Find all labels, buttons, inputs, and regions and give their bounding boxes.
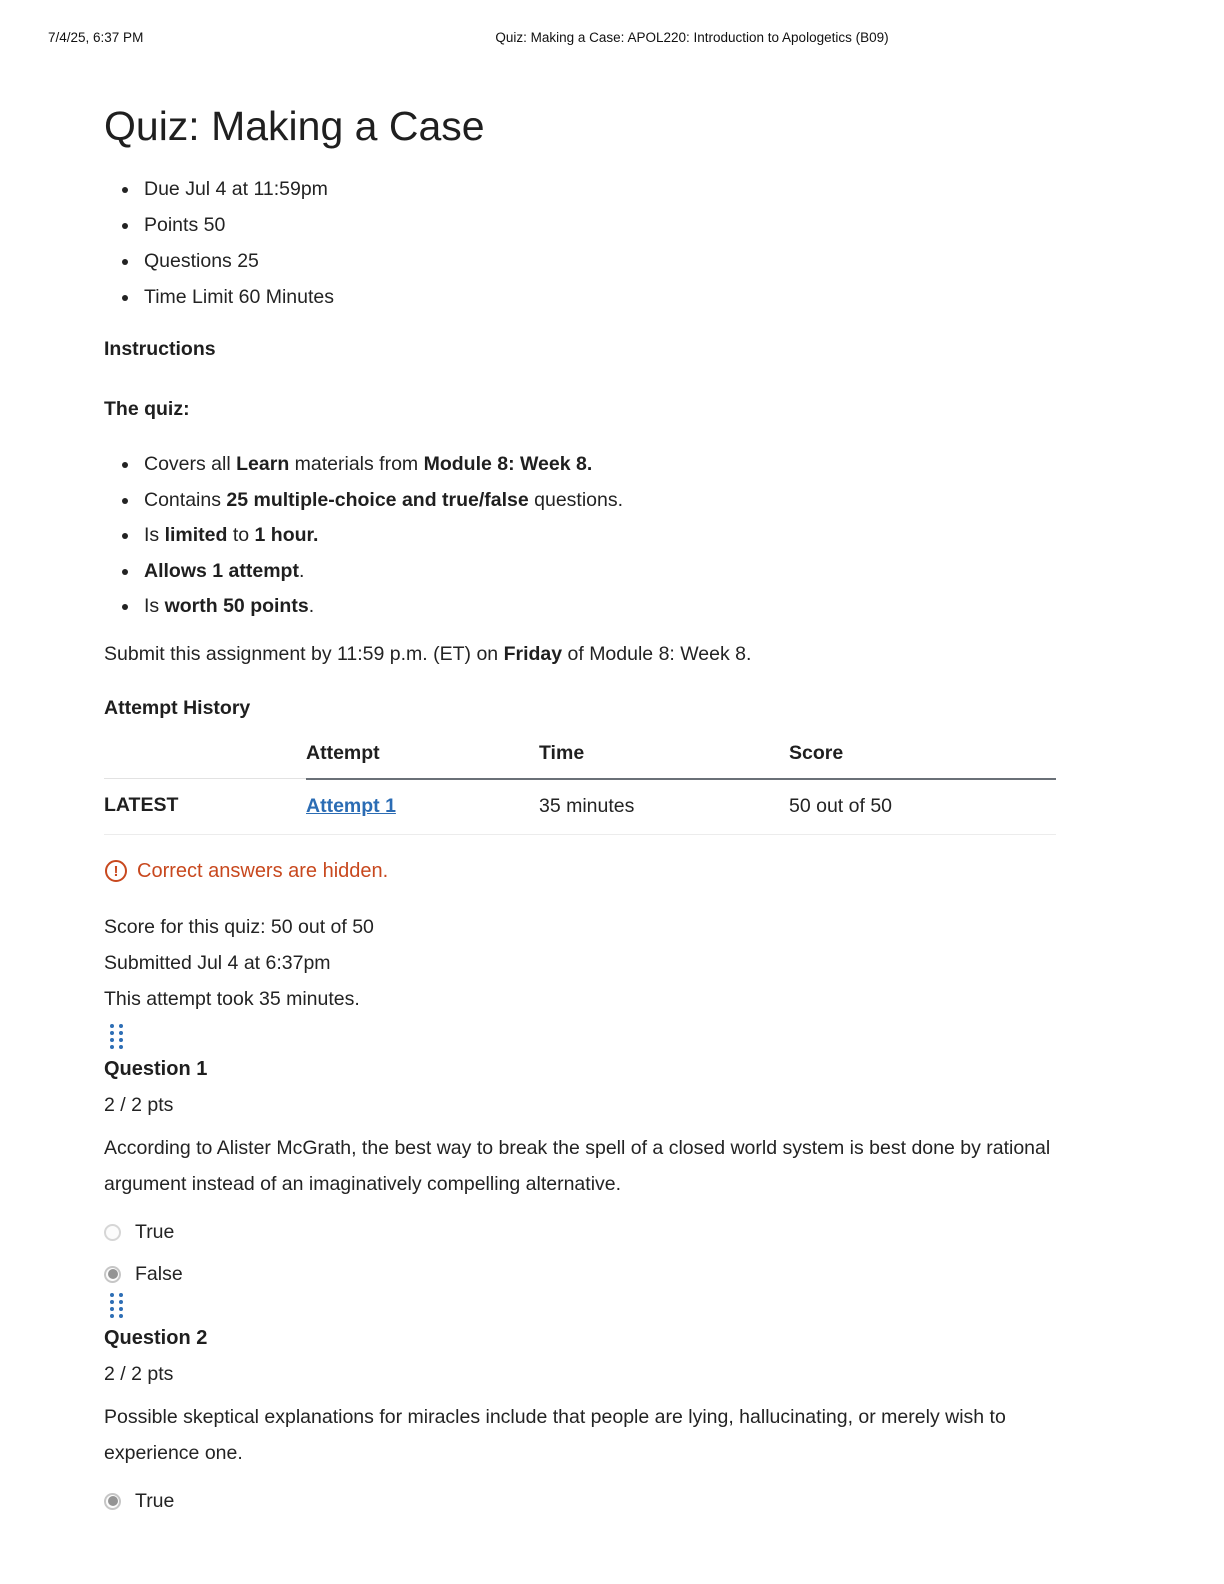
time-column-header: Time (539, 736, 789, 779)
attempt-column-header: Attempt (306, 736, 539, 779)
quiz-detail-item: • Covers all Learn materials from Module 8: Week 8. (140, 447, 1120, 483)
radio-button-unselected[interactable] (104, 1224, 121, 1241)
notice-text: Correct answers are hidden. (137, 859, 389, 882)
quiz-questions-item: • Questions 25 (140, 243, 1120, 279)
question-title: Question 1 (104, 1057, 208, 1080)
question-1-block (104, 1024, 1120, 1286)
the-quiz-label: The quiz: (104, 398, 190, 421)
radio-button-selected[interactable] (104, 1493, 121, 1510)
instructions-heading: Instructions (104, 338, 216, 361)
attempt-history-heading: Attempt History (104, 696, 251, 719)
drag-handle-icon[interactable] (110, 1293, 123, 1318)
attempt-table-blank-header (104, 736, 306, 779)
option-label: True (135, 1220, 175, 1243)
attempt-score-value: 50 out of 50 (789, 779, 1056, 835)
table-row (104, 779, 1056, 835)
submit-instruction: Submit this assignment by 11:59 p.m. (ET) on Friday of Module 8: Week 8. (104, 642, 752, 665)
attempt-1-link[interactable]: Attempt 1 (306, 794, 396, 817)
quiz-detail-item: • Contains 25 multiple-choice and true/false questions. (140, 483, 1120, 519)
quiz-page (0, 102, 1224, 1513)
answer-options (104, 1490, 1120, 1513)
score-line: Score for this quiz: 50 out of 50 (104, 915, 374, 938)
quiz-time-limit-item: • Time Limit 60 Minutes (140, 279, 1120, 315)
duration-line: This attempt took 35 minutes. (104, 987, 360, 1010)
quiz-details-list (104, 447, 1120, 625)
quiz-points-item: • Points 50 (140, 207, 1120, 243)
question-title: Question 2 (104, 1326, 208, 1349)
score-column-header: Score (789, 736, 1056, 779)
question-points: 2 / 2 pts (104, 1362, 174, 1385)
attempt-time-value: 35 minutes (539, 779, 789, 835)
attempt-latest-label: LATEST (104, 779, 306, 835)
print-header-datetime: 7/4/25, 6:37 PM (48, 30, 144, 45)
submitted-line: Submitted Jul 4 at 6:37pm (104, 951, 331, 974)
question-text: Possible skeptical explanations for miracles include that people are lying, hallucinating, or merely wish to experience one. (104, 1405, 1006, 1464)
attempt-history-table (104, 736, 1056, 835)
question-2-block (104, 1293, 1120, 1513)
drag-handle-icon[interactable] (110, 1024, 123, 1049)
answer-option-true (104, 1221, 1120, 1244)
quiz-detail-item: • Is limited to 1 hour. (140, 518, 1120, 554)
answer-options (104, 1221, 1120, 1286)
correct-answers-hidden-notice (105, 860, 1120, 883)
print-header (0, 0, 1224, 46)
quiz-due-item: • Due Jul 4 at 11:59pm (140, 171, 1120, 207)
attempt-table-header-row (104, 736, 1056, 779)
question-text: According to Alister McGrath, the best way to break the spell of a closed world system is best done by rational argument instead of an imaginatively compelling alternative. (104, 1136, 1051, 1195)
attempt-summary (104, 909, 1120, 1017)
answer-option-false (104, 1263, 1120, 1286)
option-label: True (135, 1489, 175, 1512)
answer-option-true (104, 1490, 1120, 1513)
radio-button-selected[interactable] (104, 1266, 121, 1283)
option-label: False (135, 1262, 183, 1285)
quiz-meta-list (104, 171, 1120, 315)
alert-circle-icon: ! (105, 860, 127, 882)
page-title: Quiz: Making a Case (104, 103, 485, 149)
quiz-detail-item: • Is worth 50 points. (140, 589, 1120, 625)
quiz-detail-item: • Allows 1 attempt. (140, 554, 1120, 590)
print-header-document-title: Quiz: Making a Case: APOL220: Introduction to Apologetics (B09) (495, 30, 889, 45)
question-points: 2 / 2 pts (104, 1093, 174, 1116)
